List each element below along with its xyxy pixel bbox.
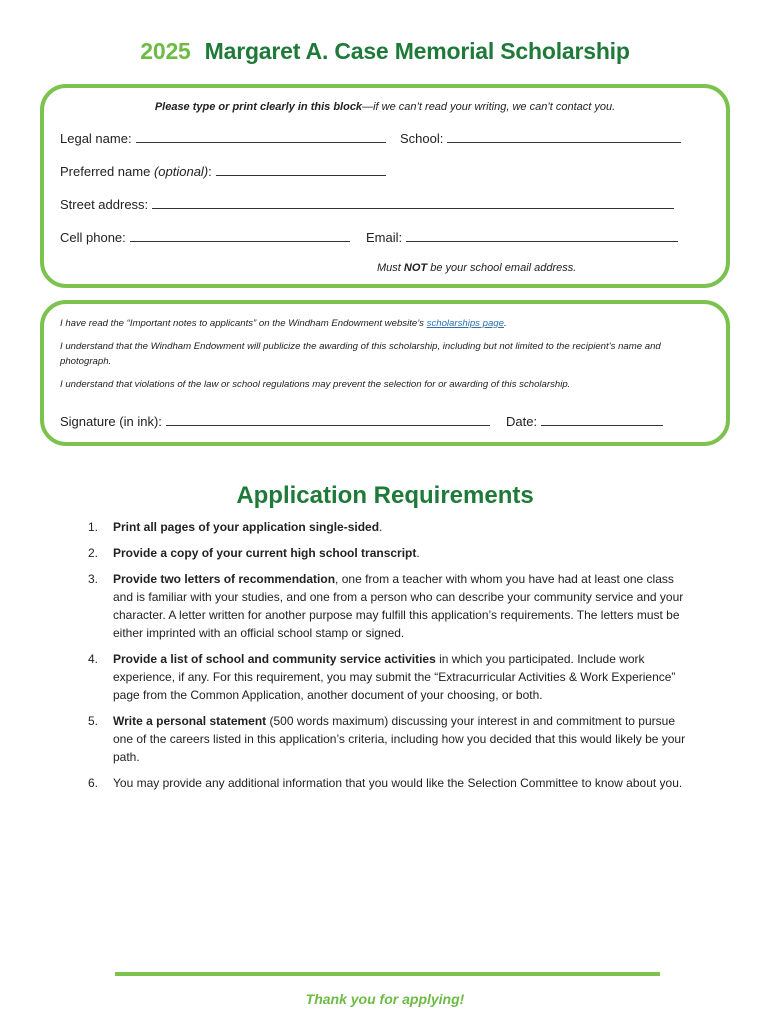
signature-label: Signature (in ink): <box>60 414 162 429</box>
date-label: Date: <box>506 414 538 429</box>
list-item: 2. Provide a copy of your current high school transcript. <box>88 546 420 560</box>
scholarships-page-link[interactable]: scholarships page <box>426 318 504 329</box>
street-address-field[interactable] <box>60 197 674 212</box>
email-field[interactable] <box>366 230 678 245</box>
cell-phone-line[interactable] <box>130 240 350 242</box>
list-item: 3. Provide two letters of recommendation, one from a teacher with whom you have had at least one class and is familiar with your studies, and one from a person who can describe your community service and your character. A letter written for another purpose may fulfill this application’s requirements. The letters must be either imprinted with an official school stamp or signed. <box>88 572 684 640</box>
agreement-statement-3: I understand that violations of the law or school regulations may prevent the selection for or awarding of this scholarship. <box>60 379 571 390</box>
signature-field[interactable] <box>60 414 490 429</box>
footer-divider <box>115 972 660 976</box>
thank-you-text: Thank you for applying! <box>305 991 465 1007</box>
page-title <box>0 38 770 65</box>
school-line[interactable] <box>447 141 681 143</box>
list-item: 5. Write a personal statement (500 words maximum) discussing your interest in and commitment to pursue one of the careers listed in this application’s criteria, including how you decided that this would likely be your path. <box>88 714 686 764</box>
legal-name-label: Legal name: <box>60 131 132 146</box>
cell-phone-field[interactable] <box>60 230 350 245</box>
optional-label: (optional) <box>153 164 209 179</box>
school-label: School: <box>400 131 444 146</box>
list-item: 4. Provide a list of school and community service activities in which you participated. Include work experience, if any. For this requirement, you may submit the “Extracurricular Activities & Work Experience” page from the Common Application, another document of your choosing, or both. <box>88 652 676 702</box>
email-line[interactable] <box>406 240 678 242</box>
title-text: Margaret A. Case Memorial Scholarship <box>204 38 630 64</box>
date-field[interactable] <box>506 414 663 429</box>
preferred-name-label: Preferred name <box>60 164 151 179</box>
street-address-line[interactable] <box>152 207 674 209</box>
cell-phone-label: Cell phone: <box>60 230 126 245</box>
contact-note <box>40 101 730 113</box>
signature-line[interactable] <box>166 424 490 426</box>
street-address-label: Street address: <box>60 197 149 212</box>
contact-note-bold: Please type or print clearly in this block <box>154 101 363 113</box>
agreement-statement-1: I have read the “Important notes to applicants” on the Windham Endowment website’s scholarships page. <box>60 318 507 329</box>
list-item: 1. Print all pages of your application single-sided. <box>88 520 383 534</box>
email-note: Must NOT be your school email address. <box>377 262 577 274</box>
agreement-statement-2: I understand that the Windham Endowment will publicize the awarding of this scholarship, including but not limited to the recipient’s name and photograph. <box>60 341 661 367</box>
contact-note-rest: —if we can’t read your writing, we can’t contact you. <box>362 101 616 113</box>
list-item: 6. You may provide any additional information that you would like the Selection Committee to know about you. <box>88 776 683 790</box>
legal-name-field[interactable] <box>60 131 386 146</box>
date-line[interactable] <box>541 424 663 426</box>
preferred-name-line[interactable] <box>216 174 386 176</box>
title-year: 2025 <box>140 38 191 64</box>
preferred-name-field[interactable]: Preferred name (optional) : <box>60 164 386 179</box>
contact-block <box>40 84 730 288</box>
school-field[interactable] <box>400 131 681 146</box>
email-label: Email: <box>366 230 403 245</box>
legal-name-line[interactable] <box>136 141 386 143</box>
requirements-list <box>88 518 688 800</box>
requirements-title: Application Requirements <box>236 482 534 509</box>
